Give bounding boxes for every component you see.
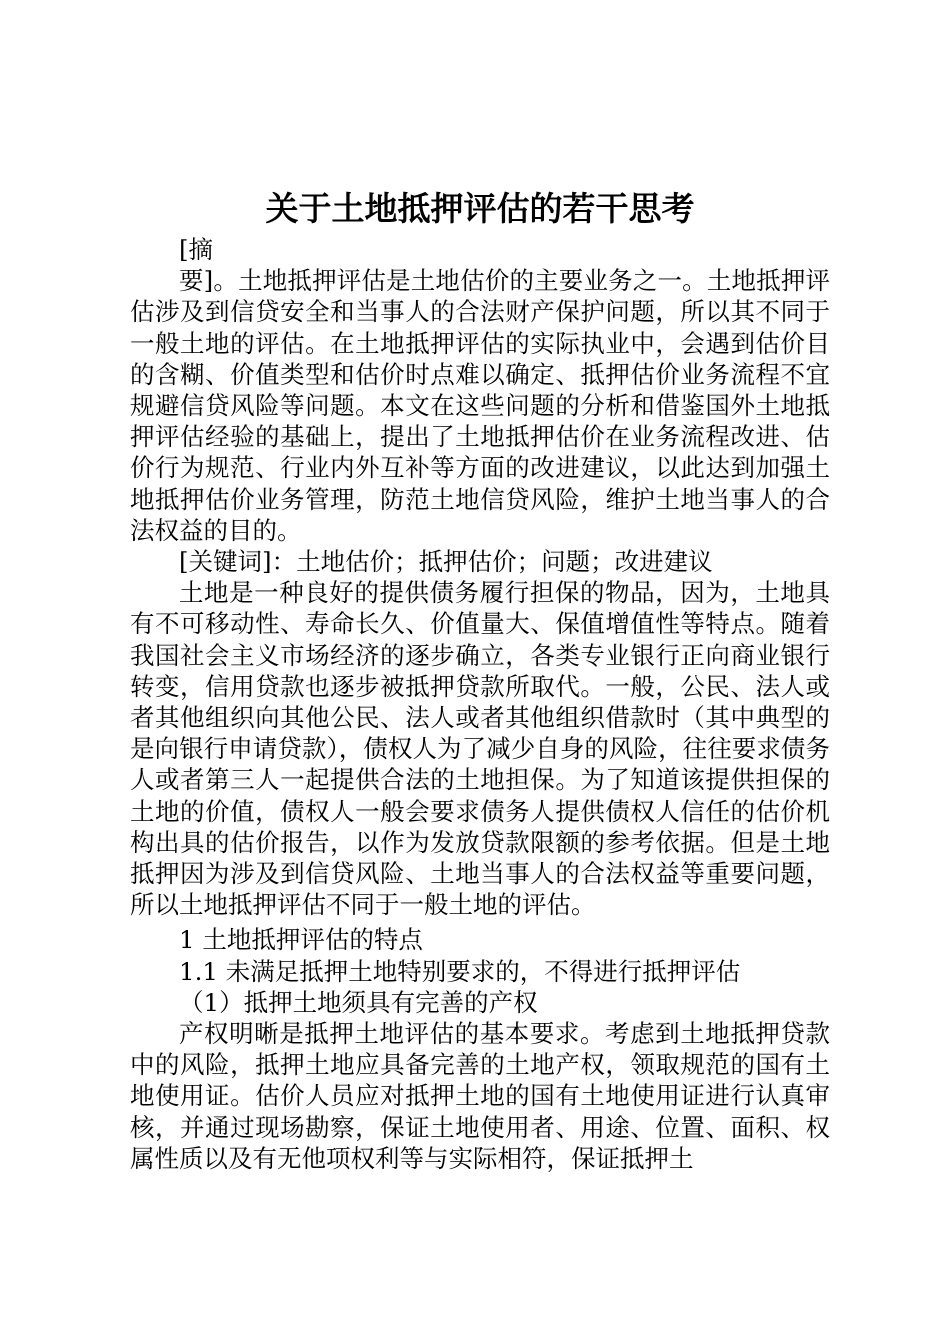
document-page (130, 184, 830, 1174)
document-title: 关于土地抵押评估的若干思考 (265, 189, 695, 228)
item-1-paragraph: 产权明晰是抵押土地评估的基本要求。考虑到土地抵押贷款中的风险，抵押土地应具备完善的土地产权，领取规范的国有土地使用证。估价人员应对抵押土地的国有土地使用证进行认真审核，并通过现场勘察，保证土地使用者、用途、位置、面积、权属性质以及有无他项权利等与实际相符，保证抵押土 (130, 1019, 830, 1173)
section-heading-1-1: 1.1 未满足抵押土地特别要求的，不得进行抵押评估 (179, 956, 741, 986)
abstract-paragraph: 要]。土地抵押评估是土地估价的主要业务之一。土地抵押评估涉及到信贷安全和当事人的合法财产保护问题，所以其不同于一般土地的评估。在土地抵押评估的实际执业中，会遇到估价目的含糊、价值类型和估价时点难以确定、抵押估价业务流程不宜规避信贷风险等问题。本文在这些问题的分析和借鉴国外土地抵押评估经验的基础上，提出了土地抵押估价在业务流程改进、估价行为规范、行业内外互补等方面的改进建议，以此达到加强土地抵押估价业务管理，防范土地信贷风险，维护土地当事人的合法权益的目的。 (130, 266, 830, 545)
abstract-label: [摘 (179, 235, 214, 264)
item-heading-1: （1）抵押土地须具有完善的产权 (179, 987, 538, 1017)
intro-paragraph: 土地是一种良好的提供债务履行担保的物品，因为，土地具有不可移动性、寿命长久、价值量大、保值增值性等特点。随着我国社会主义市场经济的逐步确立，各类专业银行正向商业银行转变，信用贷款也逐步被抵押贷款所取代。一般，公民、法人或者其他组织向其他公民、法人或者其他组织借款时（其中典型的是向银行申请贷款），债权人为了减少自身的风险，往往要求债务人或者第三人一起提供合法的土地担保。为了知道该提供担保的土地的价值，债权人一般会要求债务人提供债权人信任的估价机构出具的估价报告，以作为发放贷款限额的参考依据。但是土地抵押因为涉及到信贷风险、土地当事人的合法权益等重要问题，所以土地抵押评估不同于一般土地的评估。 (130, 578, 830, 920)
section-heading-1: 1 土地抵押评估的特点 (179, 925, 423, 955)
keywords-line: [关键词]：土地估价；抵押估价；问题；改进建议 (179, 547, 713, 577)
